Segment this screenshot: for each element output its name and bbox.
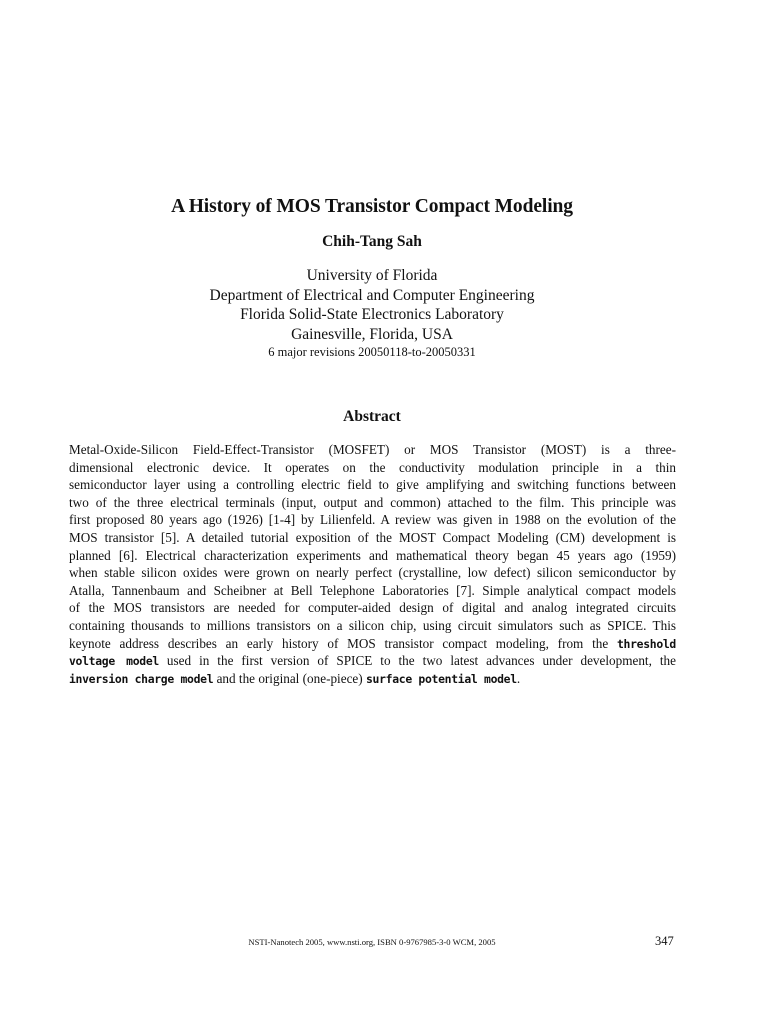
abstract-line xyxy=(69,652,676,670)
abstract-line xyxy=(69,635,676,653)
abstract-keyword: inversion charge model xyxy=(69,671,214,686)
abstract-line xyxy=(69,529,676,547)
abstract-line xyxy=(69,564,676,582)
abstract-line xyxy=(69,582,676,600)
abstract-line xyxy=(69,476,676,494)
abstract-text: when stable silicon oxides were grown on nearly perfect (crystalline, low defect) silicon semiconductor by xyxy=(69,565,676,581)
footer-citation: NSTI-Nanotech 2005, www.nsti.org, ISBN 0-9767985-3-0 WCM, 2005 xyxy=(248,937,496,947)
abstract-heading: Abstract xyxy=(343,408,401,425)
affiliation-university: University of Florida xyxy=(306,267,438,284)
page-number: 347 xyxy=(655,934,674,948)
abstract-keyword: voltage model xyxy=(69,654,159,669)
revision-note: 6 major revisions 20050118-to-20050331 xyxy=(268,345,476,359)
abstract-text: containing thousands to millions transistors on a silicon chip, using circuit simulators such as SPICE. This xyxy=(69,617,676,633)
paper-title: A History of MOS Transistor Compact Modeling xyxy=(171,196,573,217)
abstract-line xyxy=(69,441,676,459)
abstract-text: planned [6]. Electrical characterization experiments and mathematical theory began 45 years ago (1959) xyxy=(69,547,676,563)
abstract-text: two of the three electrical terminals (input, output and common) attached to the film. This principle was xyxy=(69,494,676,510)
abstract-text: MOS transistor [5]. A detailed tutorial exposition of the MOST Compact Modeling (CM) development is xyxy=(69,529,676,545)
abstract-text: dimensional electronic device. It operates on the conductivity modulation principle in a thin xyxy=(69,459,676,475)
affiliation-department: Department of Electrical and Computer Engineering xyxy=(209,286,535,304)
affiliation-location: Gainesville, Florida, USA xyxy=(291,325,453,343)
abstract-text: of the MOS transistors are needed for computer-aided design of digital and analog integrated circuits xyxy=(69,600,676,616)
abstract-line xyxy=(69,599,676,617)
abstract-text: used in the first version of SPICE to the two latest advances under development, the xyxy=(158,653,676,669)
abstract-text: first proposed 80 years ago (1926) [1-4] by Lilienfeld. A review was given in 1988 on the evolution of the xyxy=(69,512,676,528)
abstract-text: and the original (one-piece) xyxy=(213,670,366,686)
abstract-line xyxy=(69,670,676,688)
abstract-text: Atalla, Tannenbaum and Scheibner at Bell Telephone Laboratories [7]. Simple analytical compact models xyxy=(69,582,676,598)
abstract-line xyxy=(69,617,676,635)
abstract-line xyxy=(69,494,676,512)
abstract-text: semiconductor layer using a controlling electric field to give amplifying and switching functions between xyxy=(69,477,676,493)
affiliation-block xyxy=(0,266,744,344)
abstract-line xyxy=(69,511,676,529)
affiliation-laboratory: Florida Solid-State Electronics Laboratory xyxy=(240,306,504,324)
abstract-text: Metal-Oxide-Silicon Field-Effect-Transistor (MOSFET) or MOS Transistor (MOST) is a three- xyxy=(69,442,676,457)
abstract-line xyxy=(69,459,676,477)
abstract-text: keynote address describes an early history of MOS transistor compact modeling, from the xyxy=(69,635,617,651)
abstract-keyword: threshold xyxy=(616,636,676,651)
author-name: Chih-Tang Sah xyxy=(322,233,422,250)
abstract-text: . xyxy=(516,670,521,686)
abstract-keyword: surface potential model xyxy=(365,671,517,686)
abstract-line xyxy=(69,547,676,565)
abstract-body xyxy=(69,441,676,687)
